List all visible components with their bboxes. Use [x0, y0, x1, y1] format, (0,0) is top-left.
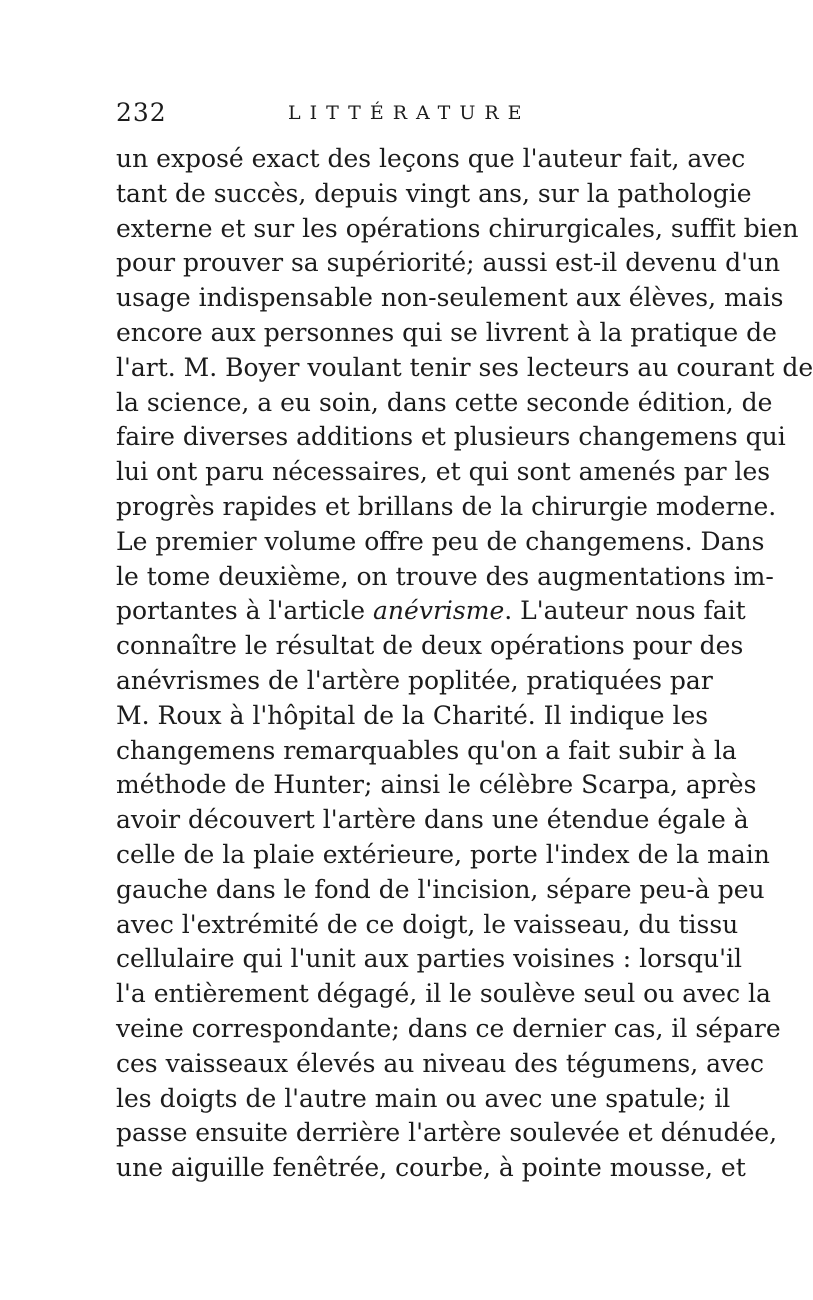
text-line: passe ensuite derrière l'artère soulevée et dénudée, [116, 1118, 778, 1148]
text-segment: . L'auteur nous fait [504, 596, 746, 626]
text-line: anévrismes de l'artère poplitée, pratiquées par [116, 665, 713, 695]
text-line: lui ont paru nécessaires, et qui sont amenés par les [116, 457, 771, 487]
section-title: LITTÉRATURE [288, 102, 531, 124]
text-line: faire diverses additions et plusieurs changemens qui [116, 422, 786, 452]
running-head [116, 96, 686, 132]
text-line-with-italic [116, 594, 746, 629]
text-line: avec l'extrémité de ce doigt, le vaisseau, du tissu [116, 909, 739, 939]
text-line: pour prouver sa supériorité; aussi est-il devenu d'un [116, 248, 781, 278]
italic-term: anévrisme [373, 596, 505, 626]
page-number: 232 [116, 98, 167, 127]
text-line: ces vaisseaux élevés au niveau des tégumens, avec [116, 1048, 764, 1078]
text-line: M. Roux à l'hôpital de la Charité. Il indique les [116, 700, 709, 730]
text-line: usage indispensable non-seulement aux élèves, mais [116, 283, 784, 313]
text-line: une aiguille fenêtrée, courbe, à pointe mousse, et [116, 1153, 746, 1183]
text-line: avoir découvert l'artère dans une étendue égale à [116, 805, 749, 835]
text-line: méthode de Hunter; ainsi le célèbre Scarpa, après [116, 770, 757, 800]
text-line: cellulaire qui l'unit aux parties voisines : lorsqu'il [116, 944, 742, 974]
text-segment: portantes à l'article [116, 596, 374, 626]
text-line: tant de succès, depuis vingt ans, sur la pathologie [116, 178, 752, 208]
text-line: les doigts de l'autre main ou avec une spatule; il [116, 1083, 731, 1113]
text-line: l'art. M. Boyer voulant tenir ses lecteurs au courant de [116, 352, 813, 382]
text-line: le tome deuxième, on trouve des augmentations im- [116, 561, 774, 591]
body-text [116, 142, 813, 1186]
text-line: progrès rapides et brillans de la chirurgie moderne. [116, 491, 777, 521]
text-line: celle de la plaie extérieure, porte l'index de la main [116, 839, 770, 869]
text-line: veine correspondante; dans ce dernier cas, il sépare [116, 1013, 781, 1043]
text-line: la science, a eu soin, dans cette seconde édition, de [116, 387, 773, 417]
text-line: un exposé exact des leçons que l'auteur fait, avec [116, 144, 746, 173]
text-line: externe et sur les opérations chirurgicales, suffit bien [116, 213, 799, 243]
text-line: Le premier volume offre peu de changemens. Dans [116, 526, 765, 556]
text-line: gauche dans le fond de l'incision, sépare peu-à peu [116, 874, 765, 904]
text-line: connaître le résultat de deux opérations pour des [116, 631, 744, 661]
text-line: changemens remarquables qu'on a fait subir à la [116, 735, 737, 765]
text-line: l'a entièrement dégagé, il le soulève seul ou avec la [116, 979, 771, 1009]
text-line: encore aux personnes qui se livrent à la pratique de [116, 317, 777, 347]
